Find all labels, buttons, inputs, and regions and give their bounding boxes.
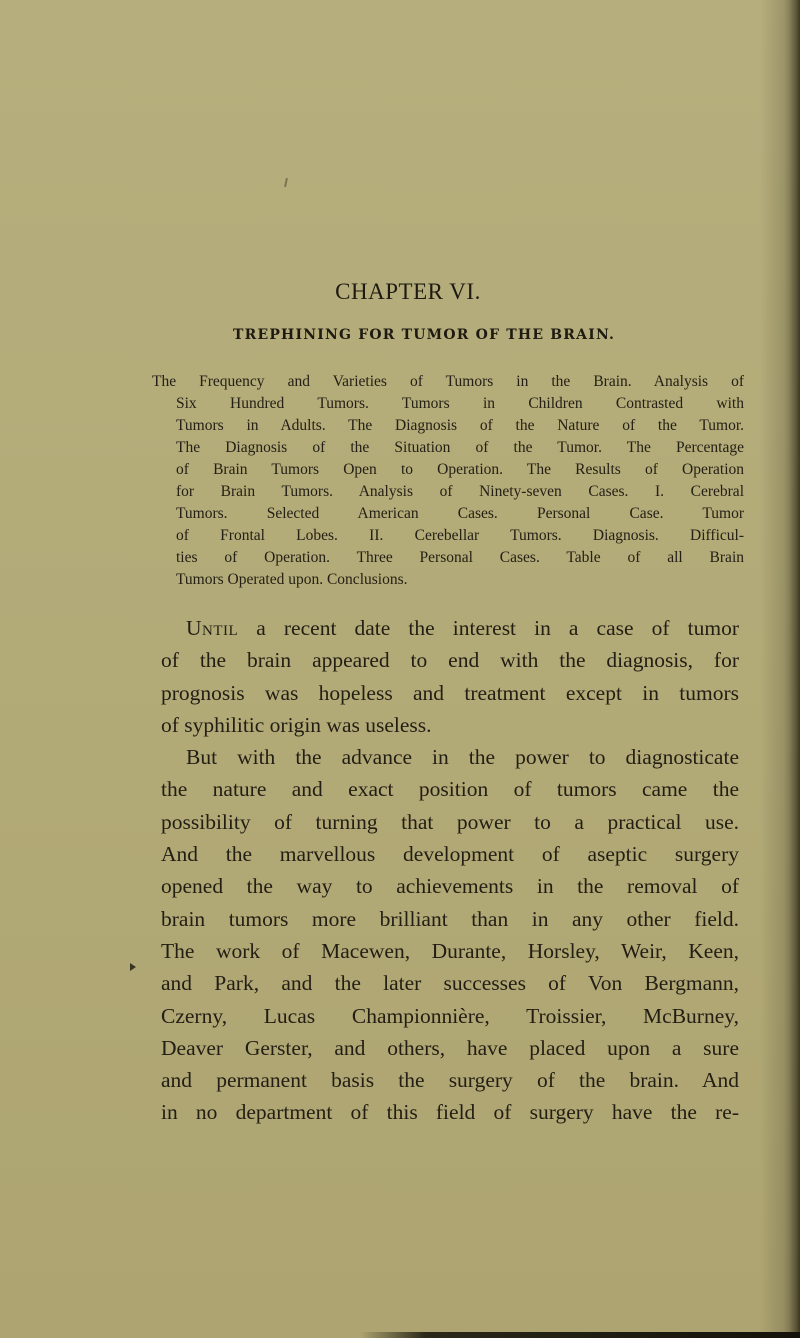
- body-line: of the brain appeared to end with the diagnosis, for: [161, 648, 739, 673]
- body-line: The work of Macewen, Durante, Horsley, Weir, Keen,: [161, 938, 739, 963]
- synopsis-line: The Frequency and Varieties of Tumors in the Brain. Analysis of: [152, 373, 744, 390]
- body-line: opened the way to achievements in the removal of: [161, 874, 739, 899]
- body-line: But with the advance in the power to diagnosticate: [186, 745, 739, 770]
- synopsis-line: for Brain Tumors. Analysis of Ninety-seven Cases. I. Cerebral: [176, 483, 744, 500]
- body-line: Czerny, Lucas Championnière, Troissier, McBurney,: [161, 1003, 739, 1028]
- body-text: [161, 612, 739, 1129]
- chapter-synopsis: [152, 371, 744, 591]
- chapter-subtitle: TREPHINING FOR TUMOR OF THE BRAIN.: [233, 327, 616, 343]
- body-line: brain tumors more brilliant than in any other field.: [161, 906, 739, 931]
- first-line-rest: a recent date the interest in a case of tumor: [238, 616, 739, 640]
- body-line: Deaver Gerster, and others, have placed upon a sure: [161, 1035, 739, 1060]
- synopsis-line: Tumors. Selected American Cases. Personal Case. Tumor: [176, 505, 744, 522]
- body-line: prognosis was hopeless and treatment except in tumors: [161, 680, 739, 705]
- lead-word: Until: [186, 616, 239, 640]
- body-line: the nature and exact position of tumors came the: [161, 777, 739, 802]
- synopsis-line: of Frontal Lobes. II. Cerebellar Tumors. Diagnosis. Difficul-: [176, 527, 744, 544]
- body-line: possibility of turning that power to a practical use.: [161, 809, 739, 834]
- synopsis-line: Tumors Operated upon. Conclusions.: [176, 571, 408, 588]
- synopsis-line: Tumors in Adults. The Diagnosis of the Nature of the Tumor.: [176, 417, 744, 434]
- body-line: in no department of this field of surgery have the re-: [161, 1100, 739, 1125]
- body-line: of syphilitic origin was useless.: [161, 712, 432, 737]
- body-line: and Park, and the later successes of Von Bergmann,: [161, 971, 739, 996]
- margin-arrow-icon: [130, 963, 136, 971]
- paper-speck: [284, 178, 288, 187]
- page-edge-shadow: [790, 0, 800, 1338]
- body-line: and permanent basis the surgery of the brain. And: [161, 1068, 739, 1093]
- synopsis-line: ties of Operation. Three Personal Cases. Table of all Brain: [176, 549, 744, 566]
- chapter-title: CHAPTER VI.: [335, 279, 481, 304]
- synopsis-line: of Brain Tumors Open to Operation. The Results of Operation: [176, 461, 744, 478]
- paragraph-1-first-line: [161, 612, 739, 644]
- body-line: And the marvellous development of aseptic surgery: [161, 842, 739, 867]
- page-bottom-shadow: [360, 1332, 800, 1338]
- synopsis-line: The Diagnosis of the Situation of the Tumor. The Percentage: [176, 439, 744, 456]
- synopsis-line: Six Hundred Tumors. Tumors in Children Contrasted with: [176, 395, 744, 412]
